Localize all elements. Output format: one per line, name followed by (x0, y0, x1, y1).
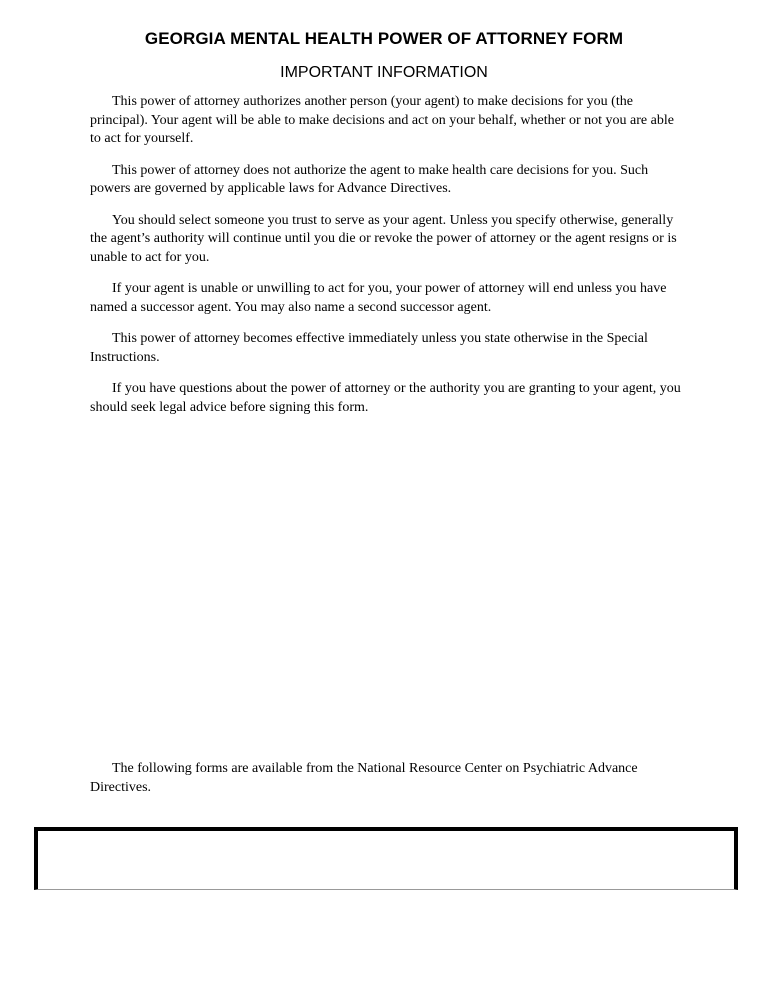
paragraph-health-care-exclusion: This power of attorney does not authorize the agent to make health care decisions for you. Such powers are governed by applicable laws for Advance Directives. (90, 162, 649, 196)
paragraph-agent-authority: This power of attorney authorizes another person (your agent) to make decisions for you (the principal). Your agent will be able to make decisions and act on your behalf, whether or not you are able to act for yourself. (90, 94, 674, 146)
paragraph-legal-advice: If you have questions about the power of attorney or the authority you are granting to your agent, you should seek legal advice before signing this form. (90, 381, 681, 415)
paragraph-effective-date: This power of attorney becomes effective immediately unless you state otherwise in the Special Instructions. (90, 331, 648, 365)
forms-availability-note: The following forms are available from the National Resource Center on Psychiatric Advance Directives. (90, 761, 638, 795)
section-heading: IMPORTANT INFORMATION (280, 64, 488, 81)
document-title: GEORGIA MENTAL HEALTH POWER OF ATTORNEY FORM (144, 29, 624, 48)
paragraph-select-agent: You should select someone you trust to serve as your agent. Unless you specify otherwise, generally the agent’s authority will continue until you die or revoke the power of attorney or the agent resigns or is unable to act for you. (90, 212, 677, 265)
information-body (90, 93, 684, 430)
bordered-frame (34, 827, 738, 890)
paragraph-successor-agent: If your agent is unable or unwilling to act for you, your power of attorney will end unless you have named a successor agent. You may also name a second successor agent. (90, 281, 667, 315)
